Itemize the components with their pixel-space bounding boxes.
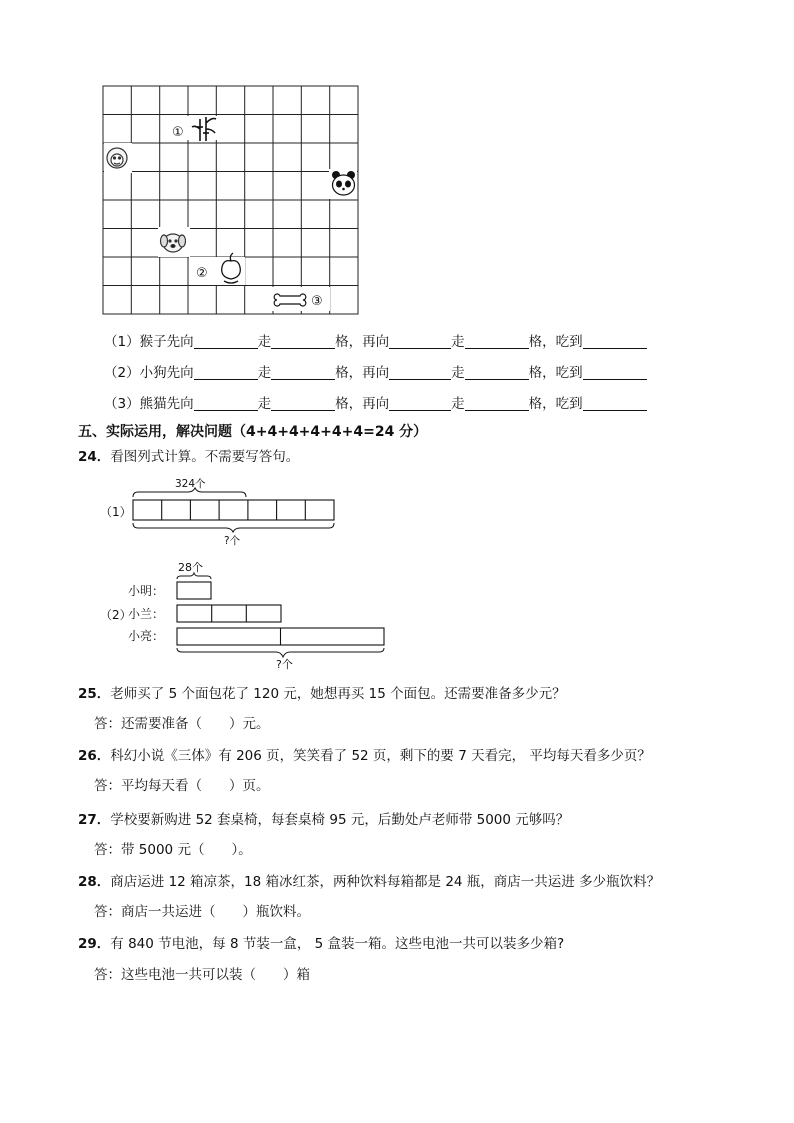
d1-bottom-brace — [133, 523, 334, 532]
d1-top-label: 324个 — [175, 478, 206, 490]
d2-row-label-xiaoliang: 小亮： — [128, 629, 165, 643]
panda-icon — [332, 171, 355, 195]
answer-blank[interactable] — [194, 333, 258, 349]
marker-3: ③ — [311, 294, 323, 309]
monkey-icon — [107, 148, 127, 168]
answer-blank[interactable] — [583, 395, 647, 411]
d2-label: （2） — [100, 608, 132, 622]
q23-line-1: （1）猴子先向 走 格，再向 走 格，吃到 — [104, 332, 647, 352]
q28-prompt: 28．商店运进 12 箱凉茶，18 箱冰红茶，两种饮料每箱都是 24 瓶，商店一共运进 多少瓶饮料？ — [78, 874, 661, 890]
q27-answer[interactable]: 答：带 5000 元（ ）。 — [94, 842, 252, 858]
q26-prompt: 26．科幻小说《三体》有 206 页，笑笑看了 52 页，剩下的要 7 天看完， 平均每天看多少页？ — [78, 748, 651, 764]
bone-icon — [274, 294, 306, 306]
q28-answer[interactable]: 答：商店一共运进（ ）瓶饮料。 — [94, 904, 310, 920]
answer-blank[interactable] — [465, 364, 529, 380]
answer-blank[interactable] — [465, 333, 529, 349]
q26-answer[interactable]: 答：平均每天看（ ）页。 — [94, 778, 270, 794]
answer-blank[interactable] — [271, 364, 335, 380]
section-5-title: 五、实际运用，解决问题（4+4+4+4+4+4=24 分） — [78, 424, 428, 440]
d2-row-label-xiaoming: 小明： — [128, 584, 165, 598]
q27-prompt: 27．学校要新购进 52 套桌椅，每套桌椅 95 元，后勤处卢老师带 5000 元够吗？ — [78, 812, 570, 828]
q24-text: 看图列式计算。不需要写答句。 — [110, 449, 300, 465]
q29-prompt: 29．有 840 节电池，每 8 节装一盒， 5 盒装一箱。这些电池一共可以装多少箱? — [78, 936, 565, 952]
d2-xiaolan-bar — [177, 605, 281, 622]
marker-2: ② — [196, 266, 208, 281]
answer-blank[interactable] — [389, 395, 451, 411]
d2-xiaoming-bar — [177, 582, 211, 599]
q29-answer[interactable]: 答：这些电池一共可以装（ ）箱 — [94, 967, 310, 983]
q24-diagram-2 — [100, 556, 390, 672]
answer-blank[interactable] — [465, 395, 529, 411]
answer-blank[interactable] — [389, 333, 451, 349]
answer-blank[interactable] — [389, 364, 451, 380]
d1-boxes — [133, 500, 334, 520]
marker-1: ① — [172, 125, 184, 140]
answer-blank[interactable] — [583, 364, 647, 380]
d1-label: （1） — [100, 505, 132, 519]
d2-top-label: 28个 — [178, 561, 203, 574]
answer-blank[interactable] — [194, 395, 258, 411]
q23-line-2: （2）小狗先向 走 格，再向 走 格，吃到 — [104, 363, 647, 383]
q25-prompt: 25．老师买了 5 个面包花了 120 元，她想再买 15 个面包。还需要准备多少元？ — [78, 686, 566, 702]
d2-bottom-brace — [177, 648, 384, 657]
q23-line-3: （3）熊猫先向 走 格，再向 走 格，吃到 — [104, 394, 647, 414]
d1-bottom-label: ?个 — [224, 535, 241, 546]
d2-row-label-xiaolan: 小兰： — [128, 607, 165, 621]
q24-prompt — [78, 447, 299, 467]
q24-number: 24． — [78, 449, 111, 465]
d2-bottom-label: ?个 — [276, 658, 293, 671]
answer-blank[interactable] — [271, 333, 335, 349]
answer-blank[interactable] — [271, 395, 335, 411]
answer-blank[interactable] — [194, 364, 258, 380]
answer-blank[interactable] — [583, 333, 647, 349]
d2-xiaoliang-bar — [177, 628, 384, 645]
q25-answer[interactable]: 答：还需要准备（ ）元。 — [94, 716, 270, 732]
grid-map — [100, 83, 362, 319]
q24-diagram-1 — [100, 472, 345, 546]
